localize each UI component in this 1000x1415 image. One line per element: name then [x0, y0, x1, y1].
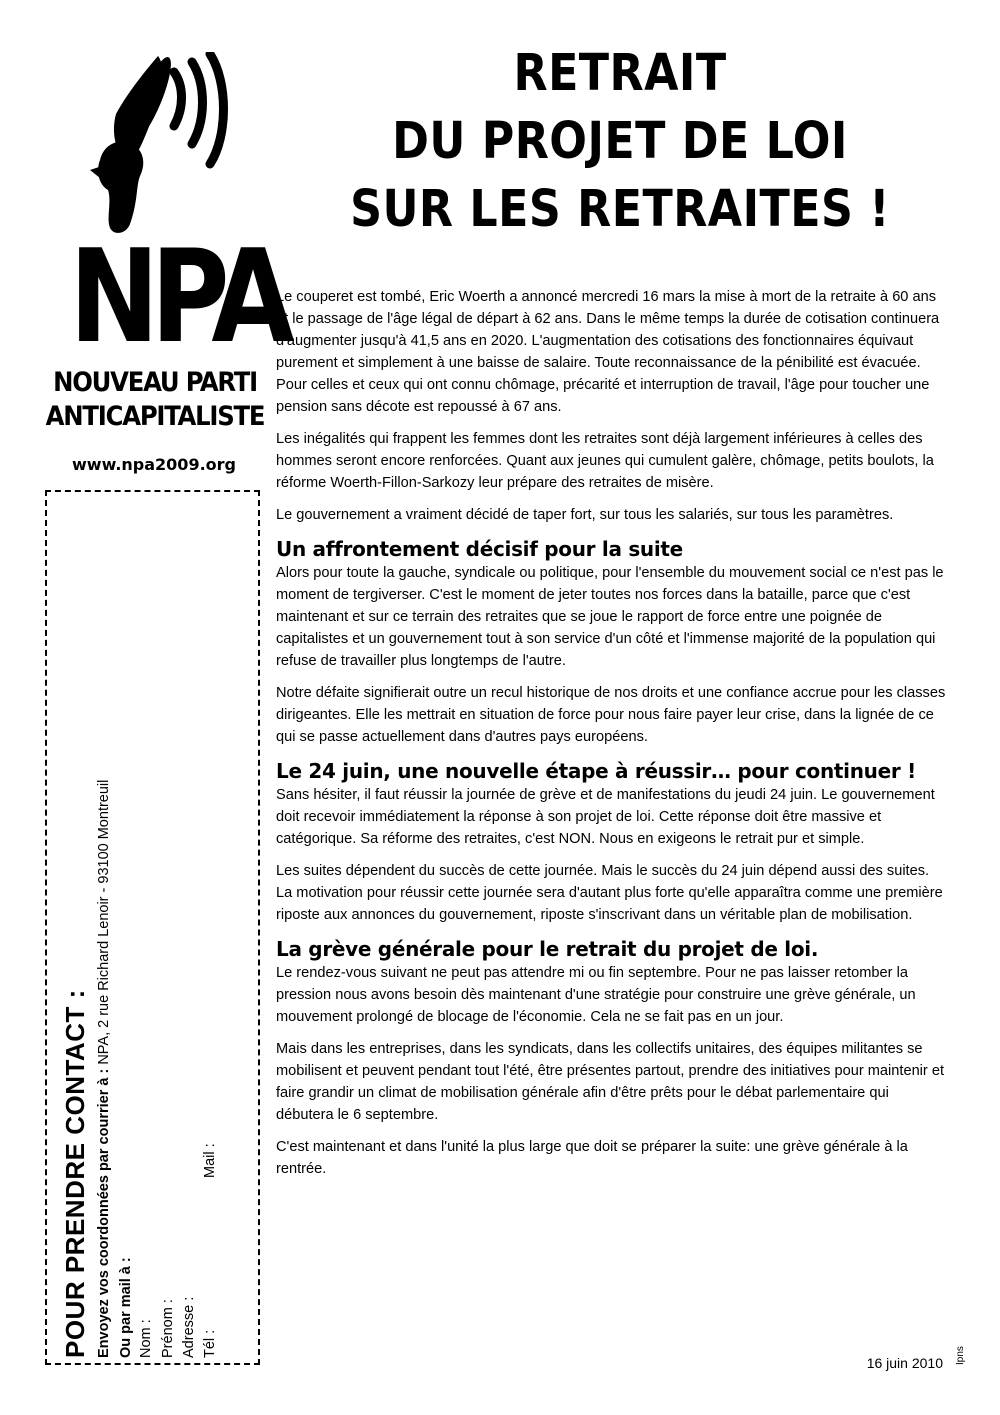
section-2-paragraph-2: Les suites dépendent du succès de cette journée. Mais le succès du 24 juin dépend aussi des suites. La motivation pour réussir cette journée sera d'autant plus forte qu'elle apparaîtra comme une première riposte aux annonces du gouvernement, riposte s'inscrivant dans un véritable plan de mobilisation.: [276, 863, 943, 923]
logo-line-anticapitaliste: ANTICAPITALISTE: [45, 401, 265, 432]
logo-npa: NPA: [69, 223, 287, 372]
logo-line-nouveau-parti: NOUVEAU PARTI: [53, 367, 257, 398]
section-3-paragraph-3: C'est maintenant et dans l'unité la plus large que doit se préparer la suite: une grève générale à la rentrée.: [276, 1139, 908, 1177]
publication-date: 16 juin 2010: [866, 1355, 943, 1371]
contact-postal-address: NPA, 2 rue Richard Lenoir - 93100 Montreuil: [96, 779, 112, 1069]
website-link[interactable]: www.npa2009.org: [72, 455, 236, 474]
section-3-paragraph-2: Mais dans les entreprises, dans les syndicats, dans les collectifs unitaires, des équipes militantes se mobilisent et peuvent pendant tout l'été, être présentes partout, prendre des initiatives pour maintenir et faire grandir un climat de mobilisation générale afin d'être prêts pour le débat parlementaire qui débutera le 6 septembre.: [276, 1041, 945, 1123]
section-2-paragraph-1: Sans hésiter, il faut réussir la journée de grève et de manifestations du jeudi 24 juin. Le gouvernement doit recevoir immédiatement la réponse à son projet de loi. Cette réponse doit être massive et catégorique. Sa réforme des retraites, c'est NON. Nous en exigeons le retrait pur et simple.: [276, 787, 935, 847]
title-line-2: DU PROJET DE LOI: [392, 112, 848, 171]
contact-postal-label: Envoyez vos coordonnées par courrier à :: [96, 1068, 112, 1358]
field-prenom[interactable]: Prénom :: [160, 1299, 176, 1358]
field-mail[interactable]: Mail :: [202, 1143, 218, 1178]
megaphone-icon: [88, 52, 238, 237]
section-3-heading: La grève générale pour le retrait du projet de loi.: [276, 937, 819, 961]
page-title: [320, 40, 920, 244]
intro-paragraph-2: Les inégalités qui frappent les femmes dont les retraites sont déjà largement inférieures à celles des hommes seront encore renforcées. Quant aux jeunes qui cumulent galère, chômage, petits boulots, la réforme Woerth-Fillon-Sarkozy leur prépare des retraites de misère.: [276, 431, 934, 491]
contact-postal-line: [96, 780, 112, 1358]
article-body: [276, 286, 948, 1190]
intro-paragraph-1: Le couperet est tombé, Eric Woerth a annoncé mercredi 16 mars la mise à mort de la retraite à 60 ans et le passage de l'âge légal de départ à 62 ans. Dans le même temps la durée de cotisation continuera d'augmenter jusqu'à 41,5 ans en 2020. L'augmentation des cotisations des fonctionnaires équivaut purement et simplement à une baisse de salaire. Toute reconnaissance de la pénibilité est évacuée. Pour celles et ceux qui ont connu chômage, précarité et interruption de travail, l'âge pour toucher une pension sans décote est repoussé à 67 ans.: [276, 289, 940, 415]
contact-title: POUR PRENDRE CONTACT :: [60, 989, 90, 1358]
intro-paragraph-3: Le gouvernement a vraiment décidé de taper fort, sur tous les salariés, sur tous les paramètres.: [276, 507, 894, 523]
section-1-paragraph-2: Notre défaite signifierait outre un recul historique de nos droits et une confiance accrue pour les classes dirigeantes. Elle les mettrait en situation de force pour nous faire payer leur crise, dans la lignée de ce qui se passe actuellement dans d'autres pays européens.: [276, 685, 946, 745]
field-adresse[interactable]: Adresse :: [181, 1296, 197, 1358]
ipns-mark: Ipns: [955, 1346, 966, 1365]
title-line-3: SUR LES RETRAITES !: [350, 180, 890, 239]
section-1-paragraph-1: Alors pour toute la gauche, syndicale ou politique, pour l'ensemble du mouvement social ce n'est pas le moment de tergiverser. C'est le moment de jeter toutes nos forces dans la bataille, parce que c'est maintenant et sur ce terrain des retraites que se joue le rapport de force entre une poignée de capitalistes et un gouvernement tout à son service d'un côté et l'immense majorité de la population qui refuse de travailler plus longtemps de l'autre.: [276, 565, 944, 669]
field-nom[interactable]: Nom :: [138, 1319, 154, 1358]
field-tel[interactable]: Tél :: [202, 1329, 218, 1358]
section-3-paragraph-1: Le rendez-vous suivant ne peut pas attendre mi ou fin septembre. Pour ne pas laisser retomber la pression nous avons besoin dès maintenant d'une stratégie pour construire une grève générale, un mouvement prolongé de blocage de l'économie. Cela ne se fait pas en un jour.: [276, 965, 916, 1025]
title-line-1: RETRAIT: [513, 44, 727, 103]
section-1-heading: Un affrontement décisif pour la suite: [276, 537, 683, 561]
section-2-heading: Le 24 juin, une nouvelle étape à réussir… pour continuer !: [276, 759, 916, 783]
contact-mail-line: Ou par mail à :: [118, 1257, 134, 1358]
